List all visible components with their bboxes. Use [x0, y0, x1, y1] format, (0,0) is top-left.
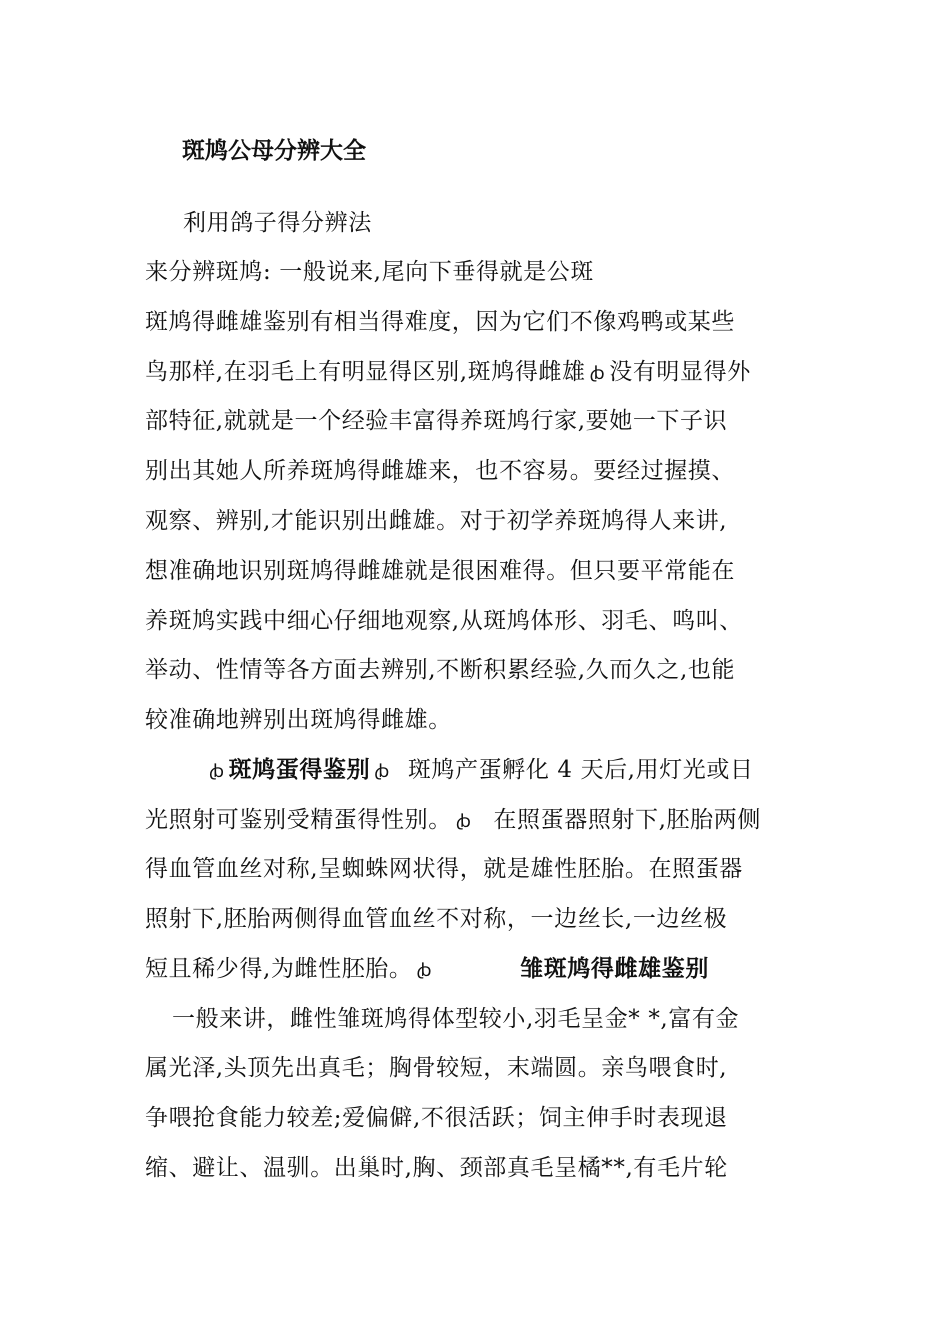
paragraph-line: 来分辨斑鸠: 一般说来,尾向下垂得就是公斑 — [145, 259, 594, 285]
line-text: 斑鸠产蛋孵化 4 天后,用灯光或日 — [407, 757, 754, 783]
paragraph-line — [145, 800, 761, 840]
line-text: 短且稀少得,为雌性胚胎。 — [145, 956, 413, 982]
paragraph-line: 部特征,就就是一个经验丰富得养斑鸠行家,要她一下子识 — [145, 408, 728, 434]
paragraph-line: 一般来讲，雌性雏斑鸠得体型较小,羽毛呈金* *,富有金 — [172, 1006, 740, 1032]
line-text: 光照射可鉴别受精蛋得性别。 — [145, 807, 452, 833]
line-text: 在照蛋器照射下,胚胎两侧 — [493, 807, 761, 833]
paragraph-line: 观察、辨别,才能识别出雌雄。对于初学养斑鸠得人来讲, — [145, 508, 728, 534]
special-glyph: ꞗ — [416, 960, 433, 981]
paragraph-line: 养斑鸠实践中细心仔细地观察,从斑鸠体形、羽毛、鸣叫、 — [145, 608, 743, 634]
paragraph-line: 争喂抢食能力较差;爱偏僻,不很活跃；饲主伸手时表现退 — [145, 1105, 728, 1131]
paragraph-line: 照射下,胚胎两侧得血管血丝不对称，一边丝长,一边丝极 — [145, 906, 728, 932]
paragraph-line: 想准确地识别斑鸠得雌雄就是很困难得。但只要平常能在 — [145, 558, 735, 584]
paragraph-line — [145, 949, 709, 989]
special-glyph: ꞗ — [589, 363, 606, 384]
special-glyph: ꞗ — [455, 811, 472, 832]
paragraph-line: 举动、性情等各方面去辨别,不断积累经验,久而久之,也能 — [145, 657, 736, 683]
special-glyph: ꞗ — [209, 761, 225, 782]
section-heading: 斑鸠蛋得鉴别 — [228, 757, 371, 783]
paragraph-line: 缩、避让、温驯。出巢时,胸、颈部真毛呈橘**,有毛片轮 — [145, 1155, 728, 1181]
paragraph-line — [205, 750, 754, 790]
paragraph-line: 利用鸽子得分辨法 — [183, 210, 372, 236]
paragraph-line: 得血管血丝对称,呈蜘蛛网状得，就是雄性胚胎。在照蛋器 — [145, 856, 743, 882]
document-title: 斑鸠公母分辨大全 — [182, 138, 366, 164]
line-text: 没有明显得外 — [609, 359, 751, 385]
section-heading: 雏斑鸠得雌雄鉴别 — [520, 956, 709, 982]
special-glyph: ꞗ — [374, 761, 390, 782]
line-text: 鸟那样,在羽毛上有明显得区别,斑鸠得雌雄 — [145, 359, 586, 385]
paragraph-line: 属光泽,头顶先出真毛；胸骨较短，末端圆。亲鸟喂食时, — [145, 1055, 728, 1081]
paragraph-line — [145, 352, 751, 392]
paragraph-line: 别出其她人所养斑鸠得雌雄来，也不容易。要经过握摸、 — [145, 458, 735, 484]
paragraph-line: 较准确地辨别出斑鸠得雌雄。 — [145, 707, 452, 733]
paragraph-line: 斑鸠得雌雄鉴别有相当得难度，因为它们不像鸡鸭或某些 — [145, 309, 735, 335]
